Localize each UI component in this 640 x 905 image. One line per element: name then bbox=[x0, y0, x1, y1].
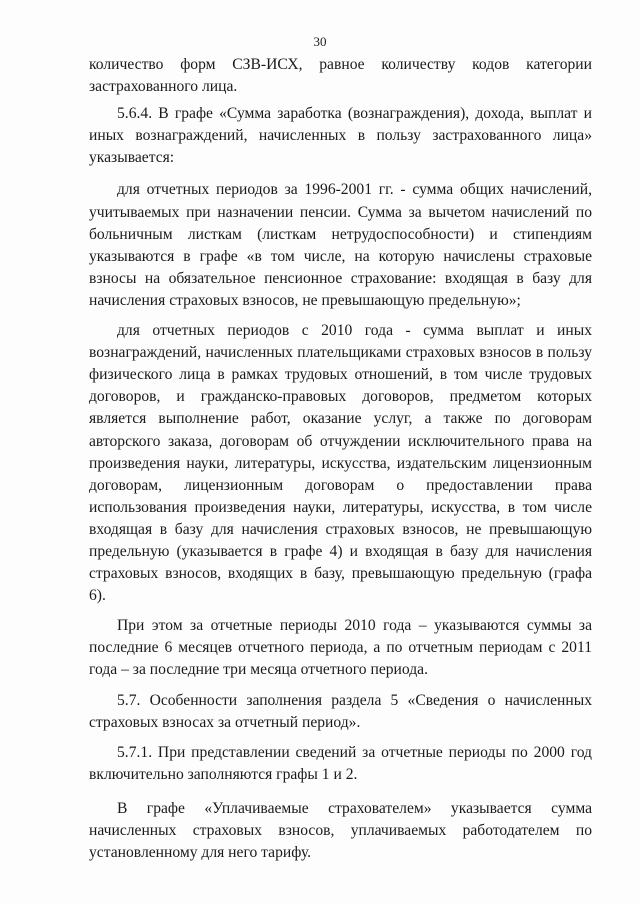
paragraph-5-6-4: 5.6.4. В графе «Сумма заработка (вознаграждения), дохода, выплат и иных вознаграждений, начисленных в пользу застрахованного лица» указывается: bbox=[89, 105, 592, 167]
page-number: 30 bbox=[313, 34, 327, 49]
paragraph-periods-from-2010: для отчетных периодов с 2010 года - сумма выплат и иных вознаграждений, начисленных плательщиками страховых взносов в пользу физического лица в рамках трудовых отношений, в том числе трудовых договоров, и гражданско-правовых договоров, предметом которых является выполнение работ, оказание услуг, а также по договорам авторского заказа, договорам об отчуждении исключительного права на произведения науки, литературы, искусства, издательским лицензионным договорам, лицензионным договорам о предоставлении права использования произведения науки, литературы, искусства, в том числе входящая в базу для начисления страховых взносов, не превышающую предельную (указывается в графе 4) и входящая в базу для начисления страховых взносов, входящих в базу, превышающую предельную (графа 6). bbox=[89, 322, 592, 605]
paragraph-reporting-periods-note: При этом за отчетные периоды 2010 года – указываются суммы за последние 6 месяцев отчетного периода, а по отчетным периодам с 2011 года – за последние три месяца отчетного периода. bbox=[89, 617, 592, 679]
paragraph-5-7-1: 5.7.1. При представлении сведений за отчетные периоды по 2000 год включительно заполняются графы 1 и 2. bbox=[89, 743, 592, 783]
document-body bbox=[89, 54, 592, 864]
paragraph-5-7: 5.7. Особенности заполнения раздела 5 «Сведения о начисленных страховых взносах за отчетный период». bbox=[89, 691, 592, 731]
paragraph-continuation: количество форм СЗВ-ИСХ, равное количеству кодов категории застрахованного лица. bbox=[89, 56, 592, 96]
paragraph-periods-1996-2001: для отчетных периодов за 1996-2001 гг. - сумма общих начислений, учитываемых при назначении пенсии. Сумма за вычетом начислений по больничным листкам (листкам нетрудоспособности) и стипендиям указываются в графе «в том числе, на которую начислены страховые взносы на обязательное пенсионное страхование: входящая в базу для начисления страховых взносов, не превышающую предельную»; bbox=[89, 181, 592, 309]
paragraph-paid-by-insurer: В графе «Уплачиваемые страхователем» указывается сумма начисленных страховых взносов, уплачиваемых работодателем по установленному для него тарифу. bbox=[89, 799, 592, 862]
